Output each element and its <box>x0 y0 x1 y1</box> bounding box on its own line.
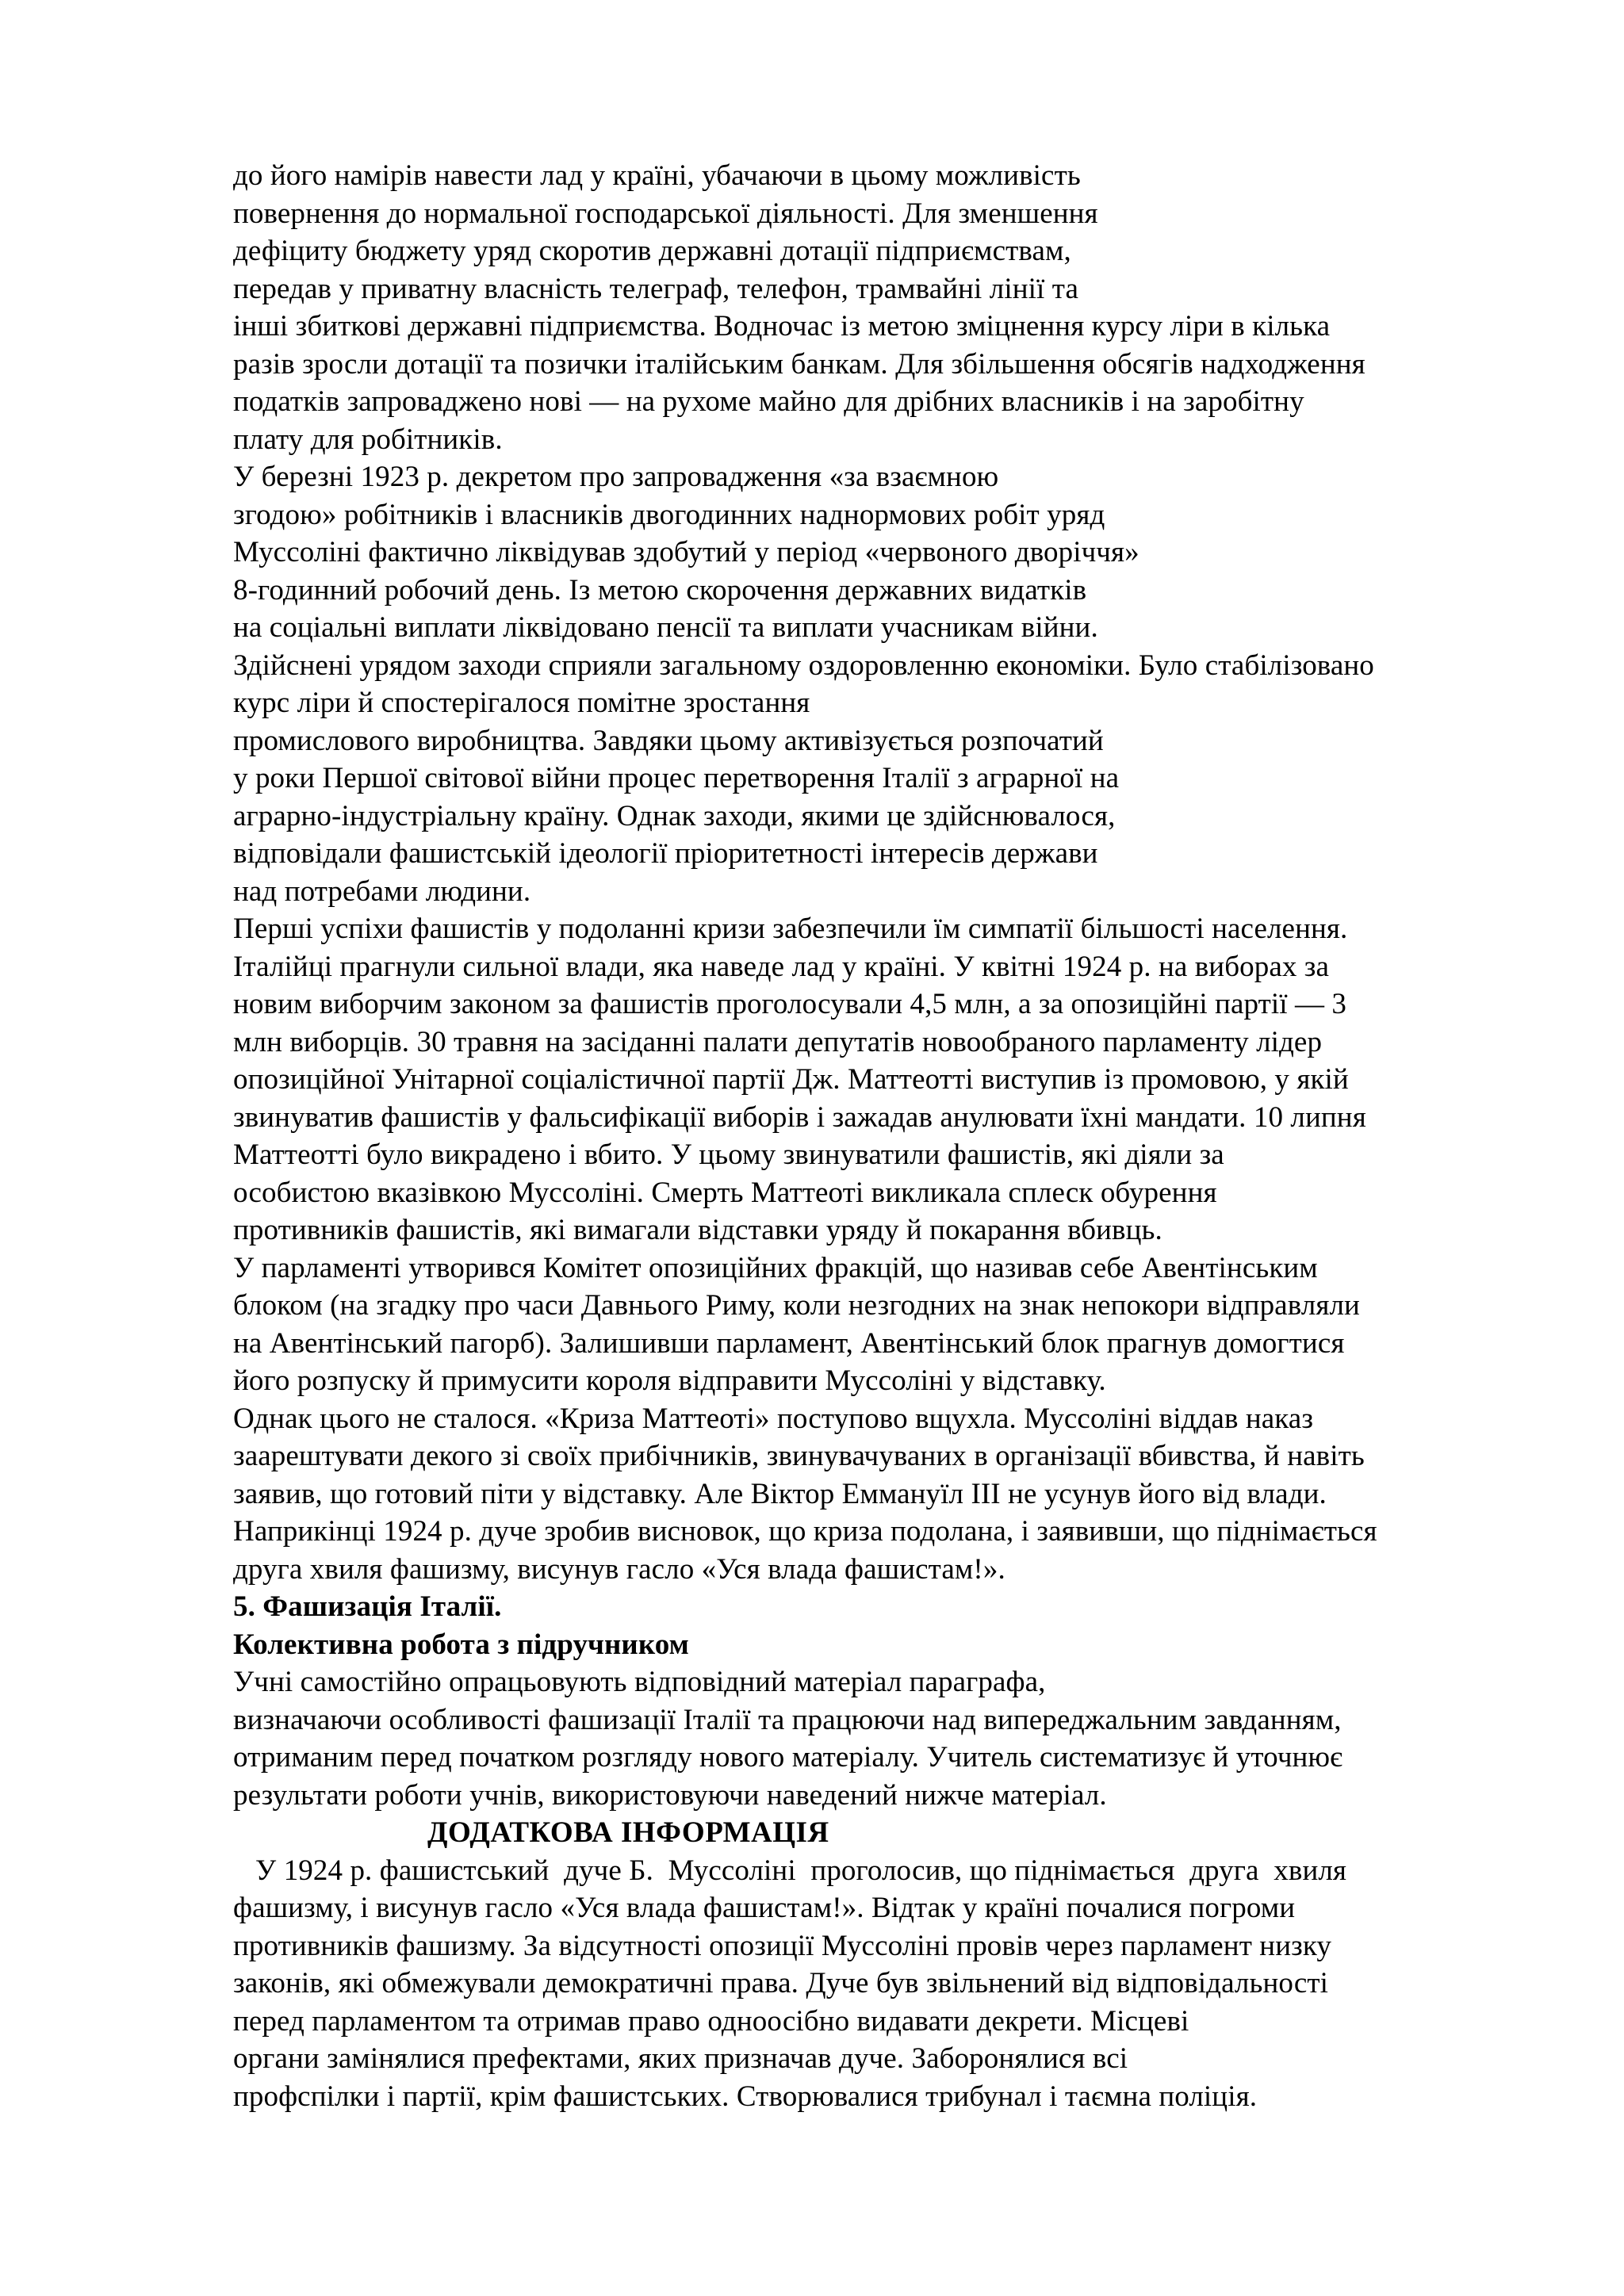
text-line: У парламенті утворився Комітет опозиційних фракцій, що називав себе Авентінським <box>233 1251 1318 1284</box>
text-line: перед парламентом та отримав право одноосібно видавати декрети. Місцеві <box>233 2004 1189 2038</box>
document-page <box>233 157 1518 2115</box>
text-line: органи замінялися префектами, яких призначав дуче. Заборонялися всі <box>233 2042 1128 2075</box>
text-line: У 1924 р. фашистський дуче Б. Муссоліні проголосив, що піднімається друга хвиля <box>233 1854 1347 1887</box>
text-line: над потребами людини. <box>233 874 531 908</box>
text-line: противників фашистів, які вимагали відставки уряду й покарання вбивць. <box>233 1214 1162 1246</box>
text-line: Однак цього не сталося. «Криза Маттеоті» поступово вщухла. Муссоліні віддав наказ <box>233 1402 1314 1435</box>
text-line: отриманим перед початком розгляду нового матеріалу. Учитель систематизує й уточнює <box>233 1741 1343 1774</box>
text-line: особистою вказівкою Муссоліні. Смерть Маттеоті викликала сплеск обурення <box>233 1176 1217 1209</box>
text-line: плату для робітників. <box>233 423 503 456</box>
text-line: на соціальні виплати ліквідовано пенсії та виплати учасникам війни. <box>233 611 1098 644</box>
text-line: відповідали фашистській ідеології пріоритетності інтересів держави <box>233 837 1098 870</box>
text-line: результати роботи учнів, використовуючи наведений нижче матеріал. <box>233 1778 1107 1812</box>
text-line: опозиційної Унітарної соціалістичної партії Дж. Маттеотті виступив із промовою, у якій <box>233 1063 1349 1096</box>
text-line: разів зросли дотації та позички італійським банкам. Для збільшення обсягів надходження <box>233 347 1365 381</box>
text-line: його розпуску й примусити короля відправити Муссоліні у відставку. <box>233 1364 1106 1397</box>
text-line: Муссоліні фактично ліквідував здобутий у період «червоного дворіччя» <box>233 536 1139 568</box>
text-line: заарештувати декого зі своїх прибічників, звинувачуваних в організації вбивства, й навіть <box>233 1440 1365 1472</box>
section-heading: 5. Фашизація Італії. <box>233 1590 502 1623</box>
text-line: друга хвиля фашизму, висунув гасло «Уся влада фашистам!». <box>233 1552 1005 1586</box>
text-line: заявив, що готовий піти у відставку. Але Віктор Еммануїл ІІІ не усунув його від влади. <box>233 1477 1327 1510</box>
text-line: 8-годинний робочий день. Із метою скорочення державних видатків <box>233 573 1087 607</box>
text-line: Здійснені урядом заходи сприяли загальному оздоровленню економіки. Було стабілізовано <box>233 649 1374 682</box>
text-line: законів, які обмежували демократичні права. Дуче був звільнений від відповідальності <box>233 1967 1329 1999</box>
text-line: фашизму, і висунув гасло «Уся влада фашистам!». Відтак у країні почалися погроми <box>233 1892 1296 1924</box>
text-line: курс ліри й спостерігалося помітне зростання <box>233 687 810 719</box>
text-line: Перші успіхи фашистів у подоланні кризи забезпечили їм симпатії більшості населення. <box>233 913 1348 945</box>
text-line: дефіциту бюджету уряд скоротив державні дотації підприємствам, <box>233 235 1071 267</box>
text-line: млн виборців. 30 травня на засіданні палати депутатів новообраного парламенту лідер <box>233 1025 1323 1058</box>
text-line: новим виборчим законом за фашистів проголосували 4,5 млн, а за опозиційні партії — 3 <box>233 988 1347 1020</box>
text-line: профспілки і партії, крім фашистських. Створювалися трибунал і таємна поліція. <box>233 2080 1258 2113</box>
text-line: У березні 1923 р. декретом про запровадження «за взаємною <box>233 461 999 493</box>
text-line: блоком (на згадку про часи Давнього Риму, коли незгодних на знак непокори відправляли <box>233 1289 1360 1322</box>
subheading: Колективна робота з підручником <box>233 1628 689 1661</box>
text-line: до його намірів навести лад у країні, убачаючи в цьому можливість <box>233 159 1081 192</box>
text-line: згодою» робітників і власників двогодинних наднормових робіт уряд <box>233 498 1105 531</box>
text-line: Наприкінці 1924 р. дуче зробив висновок, що криза подолана, і заявивши, що піднімається <box>233 1515 1377 1548</box>
text-line: аграрно-індустріальну країну. Однак заходи, якими це здійснювалося, <box>233 799 1116 832</box>
text-line: у роки Першої світової війни процес перетворення Італії з аграрної на <box>233 762 1120 794</box>
text-line: противників фашизму. За відсутності опозиції Муссоліні провів через парламент низку <box>233 1929 1331 1962</box>
text-line: повернення до нормальної господарської діяльності. Для зменшення <box>233 197 1098 230</box>
text-line: визначаючи особливості фашизації Італії та працюючи над випереджальним завданням, <box>233 1703 1342 1736</box>
text-line: звинуватив фашистів у фальсифікації виборів і зажадав анулювати їхні мандати. 10 липня <box>233 1100 1366 1134</box>
text-line: Маттеотті було викрадено і вбито. У цьому звинуватили фашистів, які діяли за <box>233 1138 1224 1171</box>
text-line: передав у приватну власність телеграф, телефон, трамвайні лінії та <box>233 272 1078 305</box>
text-line: інші збиткові державні підприємства. Водночас із метою зміцнення курсу ліри в кілька <box>233 310 1331 342</box>
text-line: промислового виробництва. Завдяки цьому активізується розпочатий <box>233 724 1104 757</box>
info-heading: ДОДАТКОВА ІНФОРМАЦІЯ <box>427 1816 829 1849</box>
text-line: Учні самостійно опрацьовують відповідний матеріал параграфа, <box>233 1666 1046 1698</box>
text-line: на Авентінський пагорб). Залишивши парламент, Авентінський блок прагнув домогтися <box>233 1326 1345 1360</box>
text-line: податків запроваджено нові — на рухоме майно для дрібних власників і на заробітну <box>233 385 1304 418</box>
text-line: Італійці прагнули сильної влади, яка наведе лад у країні. У квітні 1924 р. на виборах за <box>233 950 1330 983</box>
